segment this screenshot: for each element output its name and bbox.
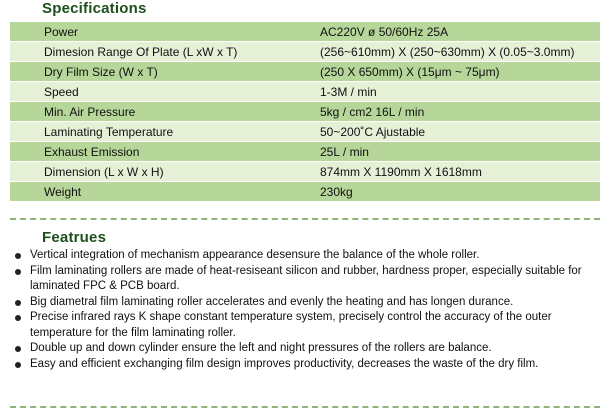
specifications-title: Specifications: [42, 0, 147, 17]
bullet-icon: [15, 253, 21, 259]
spec-value: 50~200˚C Ajustable: [306, 122, 600, 142]
spec-value: 25L / min: [306, 142, 600, 162]
spec-label: Dimesion Range Of Plate (L xW x T): [10, 42, 306, 62]
feature-item: [14, 248, 600, 264]
spec-label: Dimension (L x W x H): [10, 162, 306, 182]
feature-item: [14, 295, 600, 311]
spec-value: 1-3M / min: [306, 82, 600, 102]
spec-value: (250 X 650mm) X (15μm ~ 75μm): [306, 62, 600, 82]
feature-text: Big diametral film laminating roller accelerates and evenly the heating and has longen durance.: [30, 295, 514, 308]
spec-label: Speed: [10, 82, 306, 102]
spec-label: Exhaust Emission: [10, 142, 306, 162]
spec-label: Min. Air Pressure: [10, 102, 306, 122]
spec-label: Power: [10, 22, 306, 42]
bullet-icon: [15, 346, 21, 352]
spec-row-dry-film-size: [10, 62, 600, 82]
spec-label: Laminating Temperature: [10, 122, 306, 142]
spec-row-exhaust-emission: [10, 142, 600, 162]
spec-value: (256~610mm) X (250~630mm) X (0.05~3.0mm): [306, 42, 600, 62]
bullet-icon: [15, 362, 21, 368]
feature-item: [14, 310, 600, 341]
spec-row-power: [10, 22, 600, 42]
spec-row-dimension: [10, 162, 600, 182]
feature-text: Double up and down cylinder ensure the left and night pressures of the rollers are balance.: [30, 342, 492, 354]
feature-text: Vertical integration of mechanism appearance desensure the balance of the whole roller.: [30, 249, 480, 261]
feature-item: [14, 357, 600, 373]
feature-text: Film laminating rollers are made of heat-resiseant silicon and rubber, hardness proper, especially suitable for laminated FPC & PCB board.: [30, 264, 582, 292]
feature-text: Precise infrared rays K shape constant temperature system, precisely control the accuracy of the outer temperature for the film laminating roller.: [30, 311, 552, 339]
section-divider: [10, 218, 600, 220]
features-list: [14, 248, 600, 372]
spec-value: AC220V ø 50/60Hz 25A: [306, 22, 600, 42]
spec-label: Weight: [10, 182, 306, 202]
bullet-icon: [15, 300, 21, 306]
spec-label: Dry Film Size (W x T): [10, 62, 306, 82]
feature-item: [14, 341, 600, 357]
bullet-icon: [15, 269, 21, 275]
spec-row-speed: [10, 82, 600, 102]
spec-value: 874mm X 1190mm X 1618mm: [306, 162, 600, 182]
spec-row-air-pressure: [10, 102, 600, 122]
spec-row-weight: [10, 182, 600, 202]
feature-item: [14, 264, 600, 295]
bottom-divider: [10, 406, 600, 408]
specifications-table: [10, 22, 600, 202]
spec-row-laminating-temperature: [10, 122, 600, 142]
features-title: Featrues: [42, 229, 107, 246]
feature-text: Easy and efficient exchanging film design improves productivity, decreases the waste of the dry film.: [30, 357, 539, 370]
bullet-icon: [15, 315, 21, 321]
spec-row-plate-range: [10, 42, 600, 62]
spec-value: 5kg / cm2 16L / min: [306, 102, 600, 122]
spec-value: 230kg: [306, 182, 600, 202]
